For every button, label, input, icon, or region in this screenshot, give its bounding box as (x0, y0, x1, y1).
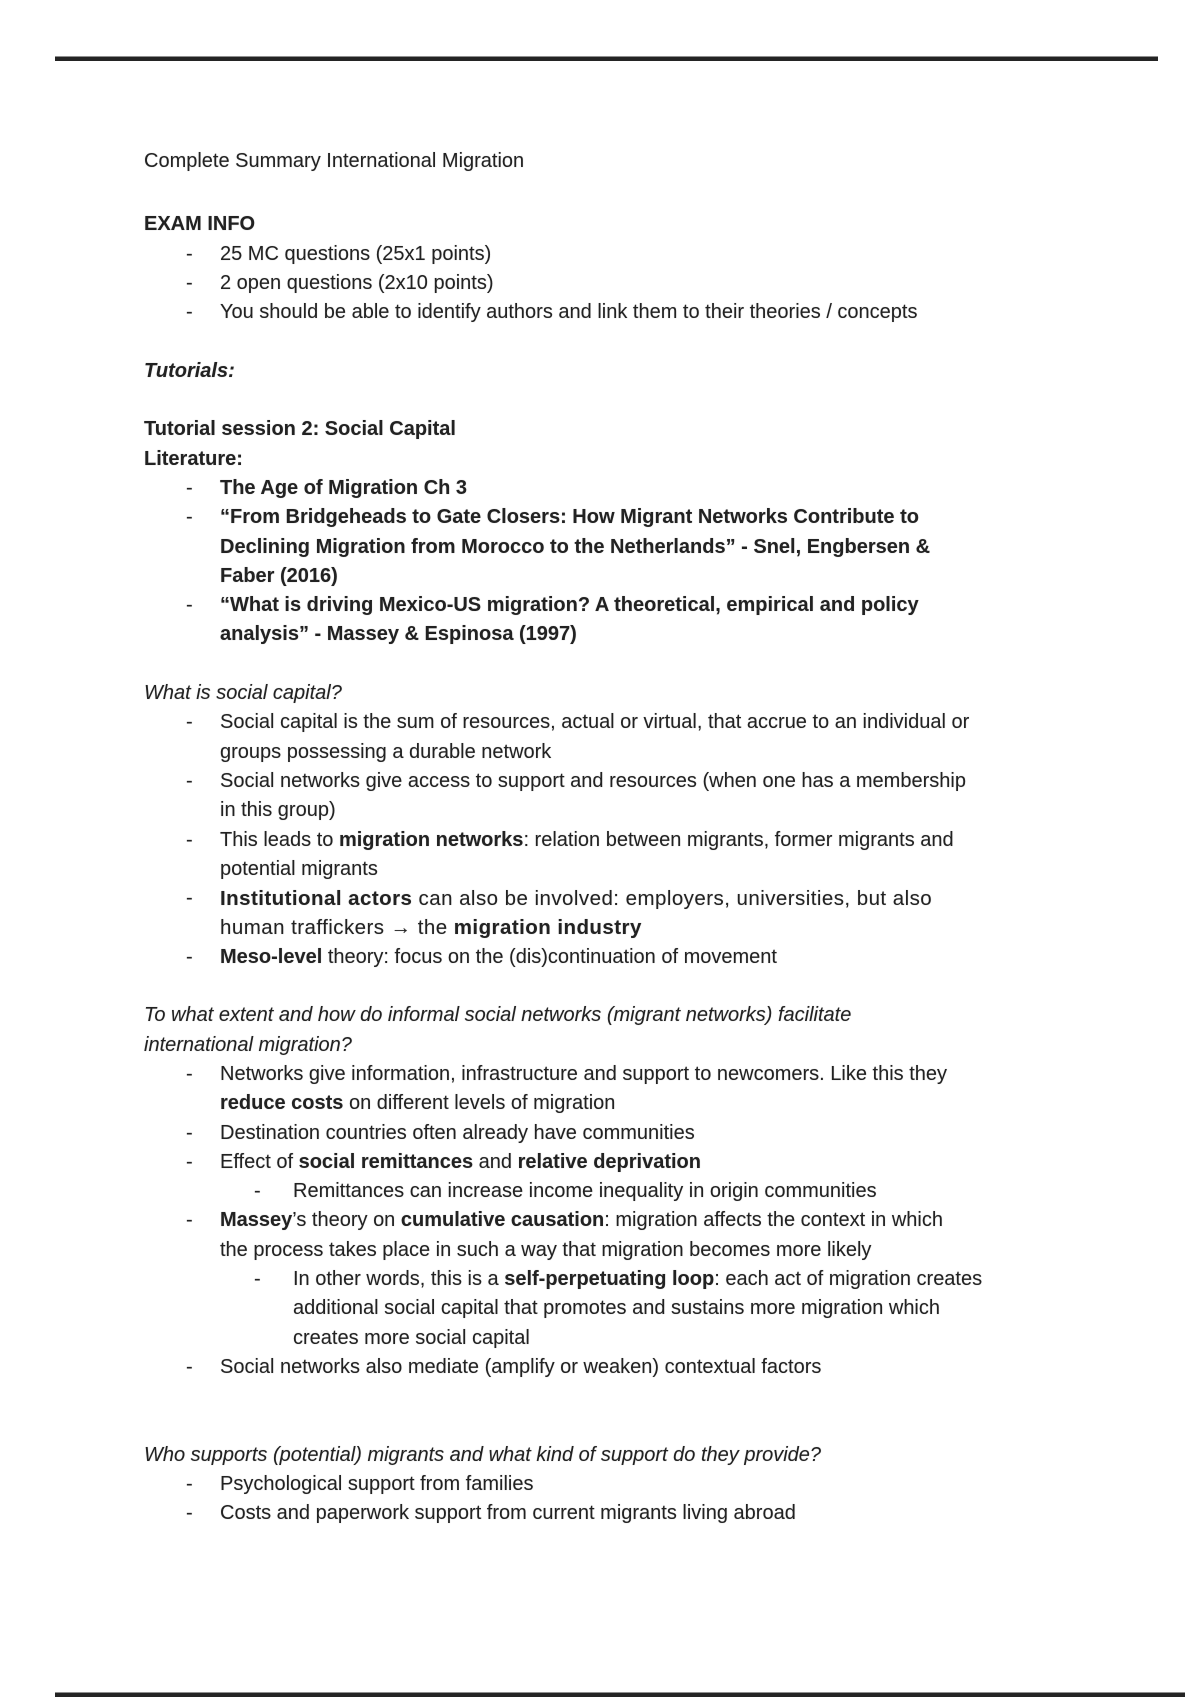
bullet-dash-marker: - (186, 1209, 193, 1232)
bullet-dash-marker: - (186, 594, 193, 617)
sc-item-institutional-actors-line-1 (144, 884, 1184, 913)
exam-item-open-questions (144, 269, 1184, 298)
text-line (144, 1444, 821, 1466)
page-top-rule (55, 57, 1158, 61)
text-line (220, 243, 491, 265)
text-line (293, 1327, 530, 1349)
spacer-before-tutorials (144, 327, 1184, 356)
text-line (220, 1356, 821, 1378)
spacer-before-q1 (144, 650, 1184, 679)
bullet-dash-marker: - (186, 1355, 193, 1378)
literature-item-mexico-us-line-1 (144, 591, 1184, 620)
bullet-dash-marker: - (186, 1150, 193, 1173)
text-segment: Psychological support from families (220, 1473, 534, 1496)
sc-item-migration-networks-line-2 (144, 855, 1184, 884)
text-line (220, 301, 917, 323)
text-line (144, 1034, 352, 1056)
text-line (220, 799, 336, 821)
net-item-reduce-costs-line-1 (144, 1060, 1184, 1089)
text-segment: This leads to (220, 828, 339, 851)
text-segment: 2 open questions (2x10 points) (220, 271, 494, 294)
text-line (220, 565, 338, 587)
text-line (220, 1502, 796, 1524)
text-segment: Literature: (144, 447, 243, 470)
literature-item-bridgeheads-line-1 (144, 503, 1184, 532)
bullet-dash-marker: - (186, 242, 193, 265)
text-segment: theory: focus on the (dis)continuation of movement (322, 945, 777, 968)
text-line (220, 946, 777, 968)
text-line (144, 213, 255, 235)
question-informal-networks-line-2 (144, 1031, 1184, 1060)
sc-item-networks-access-line-1 (144, 767, 1184, 796)
text-segment: human traffickers → the (220, 916, 454, 940)
text-segment: In other words, this is a (293, 1267, 505, 1290)
text-segment: self-perpetuating loop (504, 1267, 715, 1290)
text-segment: migration networks (338, 828, 524, 851)
text-segment: migration industry (453, 916, 642, 940)
text-line (144, 150, 524, 172)
net-item-mediate-contextual (144, 1353, 1184, 1382)
text-segment: Meso-level (220, 945, 323, 968)
text-line (220, 1122, 695, 1144)
bullet-dash-marker: - (186, 506, 193, 529)
text-line (293, 1268, 982, 1290)
bullet-dash-marker: - (186, 476, 193, 499)
heading-literature (144, 445, 1184, 474)
bullet-dash-marker: - (186, 1502, 193, 1525)
doc-content (144, 147, 1184, 1529)
spacer-after-title (144, 176, 1184, 210)
text-segment: ’s theory on (292, 1209, 401, 1232)
text-line (220, 506, 919, 528)
text-line (293, 1297, 940, 1319)
net-subitem-self-perpetuating-loop-line-3 (144, 1324, 1184, 1353)
text-segment: Social networks also mediate (amplify or weaken) contextual factors (220, 1355, 822, 1378)
text-segment: and (473, 1150, 518, 1173)
text-segment: Who supports (potential) migrants and what kind of support do they provide? (144, 1443, 822, 1466)
text-segment: potential migrants (220, 857, 378, 880)
text-line (220, 623, 577, 645)
text-segment: groups possessing a durable network (220, 740, 552, 763)
net-item-cumulative-causation-line-2 (144, 1236, 1184, 1265)
net-item-destination-communities (144, 1119, 1184, 1148)
text-segment: in this group) (220, 799, 336, 822)
net-subitem-income-inequality (144, 1177, 1184, 1206)
question-who-supports (144, 1441, 1184, 1470)
page-bottom-rule (55, 1693, 1185, 1697)
bullet-dash-marker: - (186, 711, 193, 734)
sc-item-networks-access-line-2 (144, 796, 1184, 825)
text-line (220, 888, 932, 910)
literature-item-bridgeheads-line-3 (144, 562, 1184, 591)
text-segment: Tutorials: (144, 359, 235, 382)
text-segment: Social networks give access to support and resources (when one has a membership (220, 769, 966, 792)
text-segment: Effect of (220, 1150, 299, 1173)
net-subitem-self-perpetuating-loop-line-1 (144, 1265, 1184, 1294)
text-line (220, 594, 919, 616)
text-segment: “What is driving Mexico-US migration? A theoretical, empirical and policy (220, 594, 919, 617)
text-segment: Massey (220, 1209, 293, 1232)
text-segment: social remittances (298, 1150, 474, 1173)
text-line (220, 741, 551, 763)
text-segment: reduce costs (220, 1092, 344, 1115)
bullet-dash-marker: - (254, 1267, 261, 1290)
heading-tutorials (144, 357, 1184, 386)
spacer-before-q3-a (144, 1382, 1184, 1411)
text-line (220, 858, 378, 880)
bullet-dash-marker: - (186, 1121, 193, 1144)
sc-item-institutional-actors-line-2 (144, 913, 1184, 942)
text-line (144, 448, 243, 470)
text-segment: : each act of migration creates (714, 1267, 983, 1290)
bullet-dash-marker: - (186, 887, 193, 910)
literature-item-age-of-migration (144, 474, 1184, 503)
text-segment: the process takes place in such a way that migration becomes more likely (220, 1238, 872, 1261)
text-line (220, 1092, 615, 1114)
literature-item-bridgeheads-line-2 (144, 533, 1184, 562)
net-item-reduce-costs-line-2 (144, 1089, 1184, 1118)
text-line (144, 360, 235, 382)
text-segment: analysis” - Massey & Espinosa (1997) (220, 623, 577, 646)
text-segment: cumulative causation (400, 1209, 605, 1232)
text-segment: The Age of Migration Ch 3 (220, 476, 468, 499)
text-line (144, 418, 456, 440)
text-line (220, 1209, 943, 1231)
bullet-dash-marker: - (186, 769, 193, 792)
text-segment: Institutional actors (220, 887, 413, 911)
text-line (144, 1004, 851, 1026)
text-segment: Complete Summary International Migration (144, 150, 525, 172)
text-line (220, 272, 494, 294)
text-segment: “From Bridgeheads to Gate Closers: How Migrant Networks Contribute to (220, 506, 919, 529)
text-segment: : relation between migrants, former migrants and (523, 828, 954, 851)
spacer-before-q3-b (144, 1411, 1184, 1440)
text-line (293, 1180, 877, 1202)
exam-item-mc-questions (144, 240, 1184, 269)
net-item-cumulative-causation-line-1 (144, 1206, 1184, 1235)
text-segment: international migration? (144, 1033, 352, 1056)
spacer-before-q2 (144, 972, 1184, 1001)
text-segment: You should be able to identify authors and link them to their theories / concepts (220, 301, 918, 324)
net-subitem-self-perpetuating-loop-line-2 (144, 1294, 1184, 1323)
text-line (220, 536, 930, 558)
sc-item-sum-of-resources-line-2 (144, 738, 1184, 767)
text-segment: relative deprivation (517, 1150, 701, 1173)
text-segment: What is social capital? (144, 682, 342, 705)
net-item-remittances-deprivation (144, 1148, 1184, 1177)
heading-exam-info (144, 210, 1184, 239)
text-segment: Costs and paperwork support from current migrants living abroad (220, 1502, 796, 1525)
text-segment: Faber (2016) (220, 564, 338, 587)
text-segment: additional social capital that promotes and sustains more migration which (293, 1297, 941, 1320)
sc-item-sum-of-resources-line-1 (144, 708, 1184, 737)
text-segment: creates more social capital (293, 1326, 530, 1349)
text-line (220, 829, 954, 851)
text-line (220, 477, 467, 499)
sc-item-migration-networks-line-1 (144, 826, 1184, 855)
text-line (220, 1473, 533, 1495)
bullet-dash-marker: - (186, 301, 193, 324)
question-what-is-social-capital (144, 679, 1184, 708)
sc-item-meso-level (144, 943, 1184, 972)
text-segment: Destination countries often already have communities (220, 1121, 695, 1144)
literature-item-mexico-us-line-2 (144, 620, 1184, 649)
support-item-costs-paperwork (144, 1499, 1184, 1528)
question-informal-networks-line-1 (144, 1001, 1184, 1030)
text-segment: Tutorial session 2: Social Capital (144, 418, 456, 441)
doc-title (144, 147, 1184, 176)
text-line (220, 711, 969, 733)
text-line (220, 1063, 947, 1085)
bullet-dash-marker: - (186, 945, 193, 968)
text-segment: can also be involved: employers, universities, but also (412, 887, 933, 911)
bullet-dash-marker: - (186, 1062, 193, 1085)
bullet-dash-marker: - (186, 271, 193, 294)
text-segment: Declining Migration from Morocco to the Netherlands” - Snel, Engbersen & (220, 535, 931, 558)
text-segment: EXAM INFO (144, 213, 256, 236)
text-segment: on different levels of migration (343, 1092, 616, 1115)
text-segment: Social capital is the sum of resources, actual or virtual, that accrue to an individual or (220, 711, 970, 734)
text-line (220, 1151, 701, 1173)
text-line (220, 1239, 871, 1261)
heading-tutorial-session-2 (144, 415, 1184, 444)
text-segment: : migration affects the context in which (604, 1209, 943, 1232)
text-line (144, 682, 342, 704)
spacer-after-tutorials (144, 386, 1184, 415)
bullet-dash-marker: - (254, 1180, 261, 1203)
text-segment: Remittances can increase income inequality in origin communities (293, 1180, 877, 1203)
exam-item-authors (144, 298, 1184, 327)
support-item-psychological (144, 1470, 1184, 1499)
text-segment: Networks give information, infrastructure and support to newcomers. Like this they (220, 1062, 947, 1085)
text-segment: 25 MC questions (25x1 points) (220, 242, 492, 265)
text-segment: To what extent and how do informal social networks (migrant networks) facilitate (144, 1004, 852, 1027)
text-line (220, 917, 642, 939)
bullet-dash-marker: - (186, 1473, 193, 1496)
bullet-dash-marker: - (186, 828, 193, 851)
text-line (220, 770, 966, 792)
